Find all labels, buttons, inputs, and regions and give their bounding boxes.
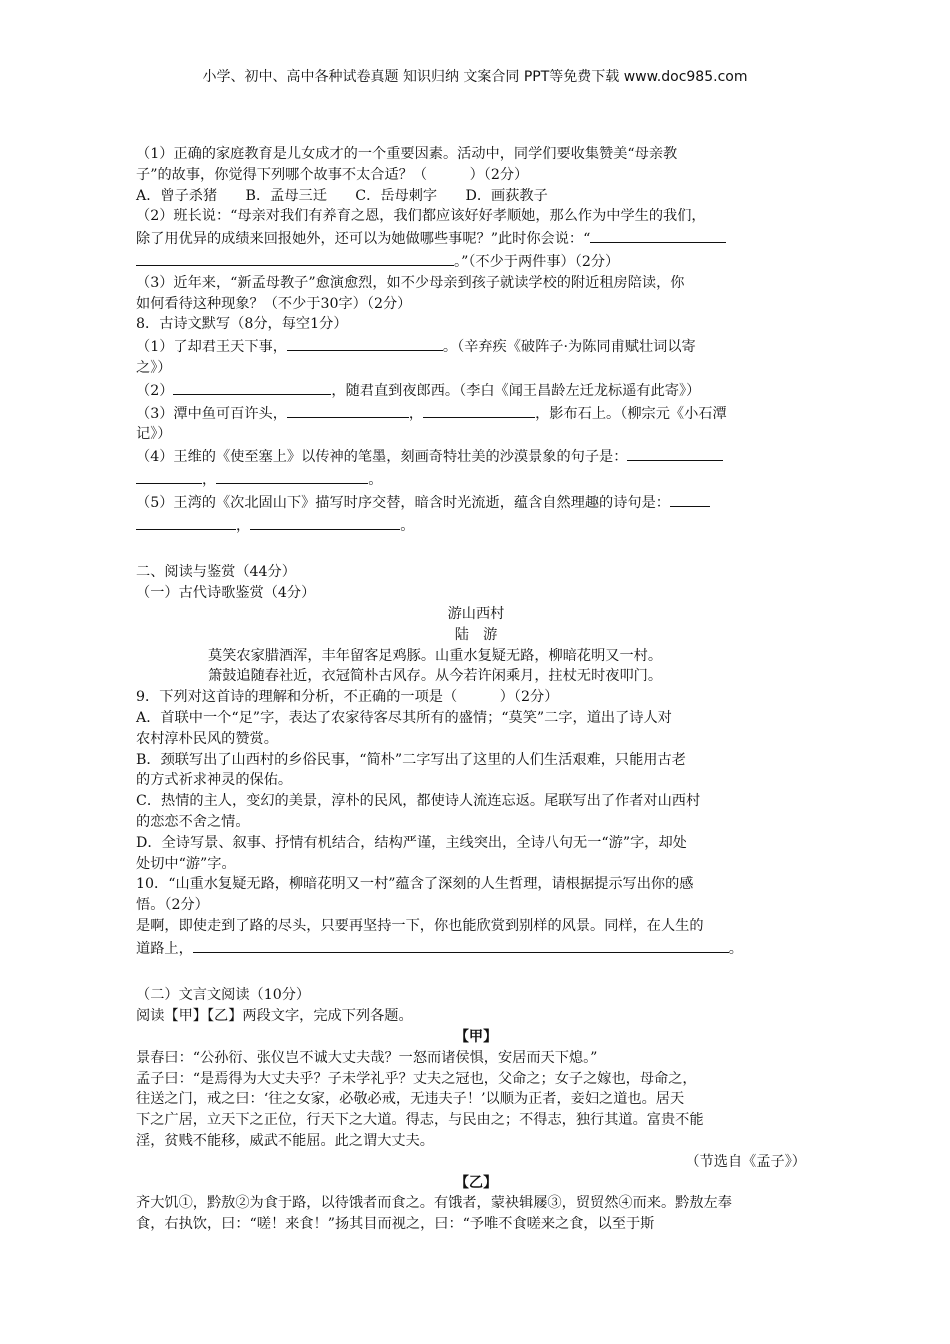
answer-blank[interactable] <box>627 445 723 461</box>
answer-blank[interactable] <box>173 379 331 395</box>
q8-s4-cont: ， 。 <box>136 468 816 491</box>
passage-yi-line1: 齐大饥①，黔敖②为食于路，以待饿者而食之。有饿者，蒙袂辑屦③，贸贸然④而来。黔敖左奉 <box>136 1195 732 1212</box>
q8-s5-cont: ， 。 <box>136 514 816 537</box>
passage-yi-title: 【乙】 <box>454 1174 498 1191</box>
exam-content <box>136 144 816 1235</box>
q8-s3-cont: 记》） <box>136 426 172 443</box>
part2-sub2: （二）文言文阅读（10分） <box>136 987 311 1004</box>
answer-blank[interactable] <box>193 937 729 953</box>
answer-blank[interactable] <box>216 468 368 484</box>
q10-line2: 悟。（2分） <box>136 897 209 914</box>
passage-jia-line4: 下之广居，立天下之正位，行天下之大道。得志，与民由之；不得志，独行其道。富贵不能 <box>136 1112 704 1129</box>
q10-line3: 是啊，即使走到了路的尽头，只要再坚持一下，你也能欣赏到别样的风景。同样，在人生的 <box>136 917 704 934</box>
q10-line1: 10．“山重水复疑无路，柳暗花明又一村”蕴含了深刻的人生哲理，请根据提示写出你的感 <box>136 876 694 893</box>
q9-option-a: A．首联中一个“足”字，表达了农家待客尽其所有的盛情；“莫笑”二字，道出了诗人对 <box>136 709 672 726</box>
q9-option-c: C．热情的主人，变幻的美景，淳朴的民风，都使诗人流连忘返。尾联写出了作者对山西村 <box>136 793 701 810</box>
q9-option-c-cont: 的恋恋不舍之情。 <box>136 813 250 830</box>
page-header: 小学、初中、高中各种试卷真题 知识归纳 文案合同 PPT等免费下载 www.doc985.com <box>202 69 748 85</box>
answer-blank[interactable] <box>136 514 236 530</box>
q7-part3-line2: 如何看待这种现象？（不少于30字）（2分） <box>136 295 412 312</box>
q9-option-b: B．颈联写出了山西村的乡俗民事，“简朴”二字写出了这里的人们生活艰难，只能用古老 <box>136 751 686 768</box>
answer-blank[interactable] <box>287 402 409 418</box>
q8-s3: （3）潭中鱼可百许头， ， ，影布石上。（柳宗元《小石潭 <box>136 402 816 425</box>
q7-part2-line2: 除了用优异的成绩来回报她外，还可以为她做哪些事呢？”此时你会说：“ <box>136 227 816 250</box>
passage-yi-line2: 食，右执饮，曰：“嗟！来食！”扬其目而视之，曰：“予唯不食嗟来之食，以至于斯 <box>136 1216 655 1233</box>
q8-title: 8．古诗文默写（8分，每空1分） <box>136 316 348 333</box>
passage-jia-line2: 孟子曰：“是焉得为大丈夫乎？子未学礼乎？丈夫之冠也，父命之；女子之嫁也，母命之， <box>136 1070 697 1087</box>
answer-blank[interactable] <box>136 250 454 266</box>
q8-s1-cont: 之》） <box>136 359 172 376</box>
q7-part2-line3: 。”（不少于两件事）（2分） <box>136 250 816 273</box>
q9-option-a-cont: 农村淳朴民风的赞赏。 <box>136 730 278 747</box>
answer-blank[interactable] <box>590 227 726 243</box>
q9-option-b-cont: 的方式祈求神灵的保佑。 <box>136 772 293 789</box>
passage-jia-line3: 往送之门，戒之曰：‘往之女家，必敬必戒，无违夫子！’以顺为正者，妾妇之道也。居天 <box>136 1091 685 1108</box>
q8-s5: （5）王湾的《次北固山下》描写时序交替，暗含时光流逝，蕴含自然理趣的诗句是： <box>136 491 816 514</box>
poem-line1: 莫笑农家腊酒浑，丰年留客足鸡豚。山重水复疑无路，柳暗花明又一村。 <box>208 647 663 664</box>
part2-sub1: （一）古代诗歌鉴赏（4分） <box>136 585 316 602</box>
q7-part1-options: A．曾子杀猪 B．孟母三迁 C．岳母刺字 D．画荻教子 <box>136 187 548 204</box>
q9-option-d-cont: 处切中“游”字。 <box>136 855 236 872</box>
q7-part3-line1: （3）近年来，“新孟母教子”愈演愈烈，如不少母亲到孩子就读学校的附近租房陪读，你 <box>136 274 685 291</box>
poem-title: 游山西村 <box>447 605 505 622</box>
passage-jia-line1: 景春曰：“公孙衍、张仪岂不诚大丈夫哉？一怒而诸侯惧，安居而天下熄。” <box>136 1049 598 1066</box>
q8-s4: （4）王维的《使至塞上》以传神的笔墨，刻画奇特壮美的沙漠景象的句子是： <box>136 445 816 468</box>
reading-intro: 阅读【甲】【乙】两段文字，完成下列各题。 <box>136 1008 413 1025</box>
q7-part1-line2: 子”的故事，你觉得下列哪个故事不太合适？（ ）（2分） <box>136 166 529 183</box>
q8-s2: （2） ，随君直到夜郎西。（李白《闻王昌龄左迁龙标遥有此寄》） <box>136 379 816 402</box>
q8-s1: （1）了却君王天下事， 。（辛弃疾《破阵子·为陈同甫赋壮词以寄 <box>136 335 816 358</box>
q7-part2-line1: （2）班长说：“母亲对我们有养育之恩，我们都应该好好孝顺她，那么作为中学生的我们， <box>136 208 706 225</box>
passage-jia-line5: 淫，贫贱不能移，威武不能屈。此之谓大丈夫。 <box>136 1133 434 1150</box>
answer-blank[interactable] <box>250 514 400 530</box>
poem-author: 陆 游 <box>454 626 498 643</box>
q9-stem: 9．下列对这首诗的理解和分析，不正确的一项是（ ）（2分） <box>136 689 559 706</box>
part2-title: 二、阅读与鉴赏（44分） <box>136 564 296 581</box>
answer-blank[interactable] <box>423 402 535 418</box>
answer-blank[interactable] <box>670 491 710 507</box>
answer-blank[interactable] <box>287 335 443 351</box>
q9-option-d: D．全诗写景、叙事、抒情有机结合，结构严谨，主线突出，全诗八句无一“游”字，却处 <box>136 834 687 851</box>
q7-part1-line1: （1）正确的家庭教育是儿女成才的一个重要因素。活动中，同学们要收集赞美“母亲教 <box>136 146 678 162</box>
passage-jia-source: （节选自《孟子》） <box>685 1153 806 1170</box>
poem-line2: 箫鼓追随春社近，衣冠简朴古风存。从今若许闲乘月，拄杖无时夜叩门。 <box>208 668 663 685</box>
q10-line4: 道路上， 。 <box>136 937 816 960</box>
answer-blank[interactable] <box>136 468 202 484</box>
passage-jia-title: 【甲】 <box>454 1029 498 1046</box>
